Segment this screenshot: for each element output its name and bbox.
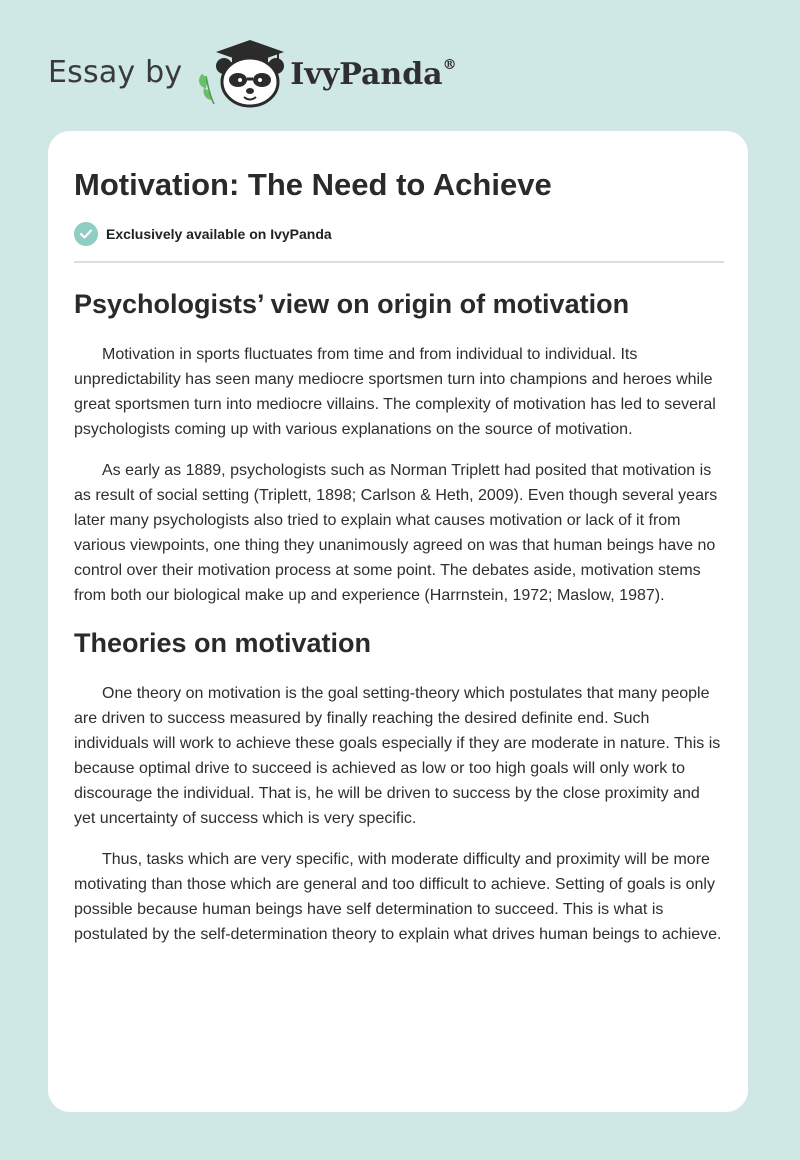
exclusive-badge [74,222,332,246]
essay-body [74,281,724,947]
check-circle-icon [74,222,98,246]
badge-label: Exclusively available on IvyPanda [106,226,332,242]
brand-name[interactable]: IvyPanda® [290,56,457,92]
section-heading: Theories on motivation [74,628,372,659]
paragraph: Thus, tasks which are very specific, with moderate difficulty and proximity will be more motivating than those which are general and too difficult to achieve. Setting of goals is only possible because human beings have self determination to succeed. This is what is postulated by the self-determination theory to explain what drives human beings to achieve. [74,851,722,944]
site-header [48,36,457,108]
essay-card [48,131,748,1112]
page-title: Motivation: The Need to Achieve [74,167,552,202]
panda-graduate-icon[interactable] [196,36,286,108]
paragraph: One theory on motivation is the goal setting-theory which postulates that many people are driven to success measured by finally reaching the desired definite end. Such individuals will work to achieve these goals especially if they are moderate in nature. This is because optimal drive to succeed is achieved as low or too high goals will only work to discourage the individual. That is, he will be driven to success by the close proximity and yet uncertainty of success which is very specific. [74,685,721,828]
section-heading: Psychologists’ view on origin of motivation [74,289,630,319]
title-divider [74,261,724,263]
paragraph: As early as 1889, psychologists such as Norman Triplett had posited that motivation is as result of social setting (Triplett, 1898; Carlson & Heth, 2009). Even though several years later many psychologists also tried to explain what causes motivation or lack of it from various viewpoints, one thing they unanimously agreed on was that human beings have no control over their motivation process at some point. The debates aside, motivation stems from both our biological make up and experience (Harrnstein, 1972; Maslow, 1987). [74,462,718,605]
paragraph: Motivation in sports fluctuates from time and from individual to individual. Its unpredictability has seen many mediocre sportsmen turn into champions and heroes while great sportsmen turn into mediocre villains. The complexity of motivation has led to several psychologists coming up with various explanations on the source of motivation. [74,346,716,439]
essay-by-label: Essay by [48,54,183,90]
